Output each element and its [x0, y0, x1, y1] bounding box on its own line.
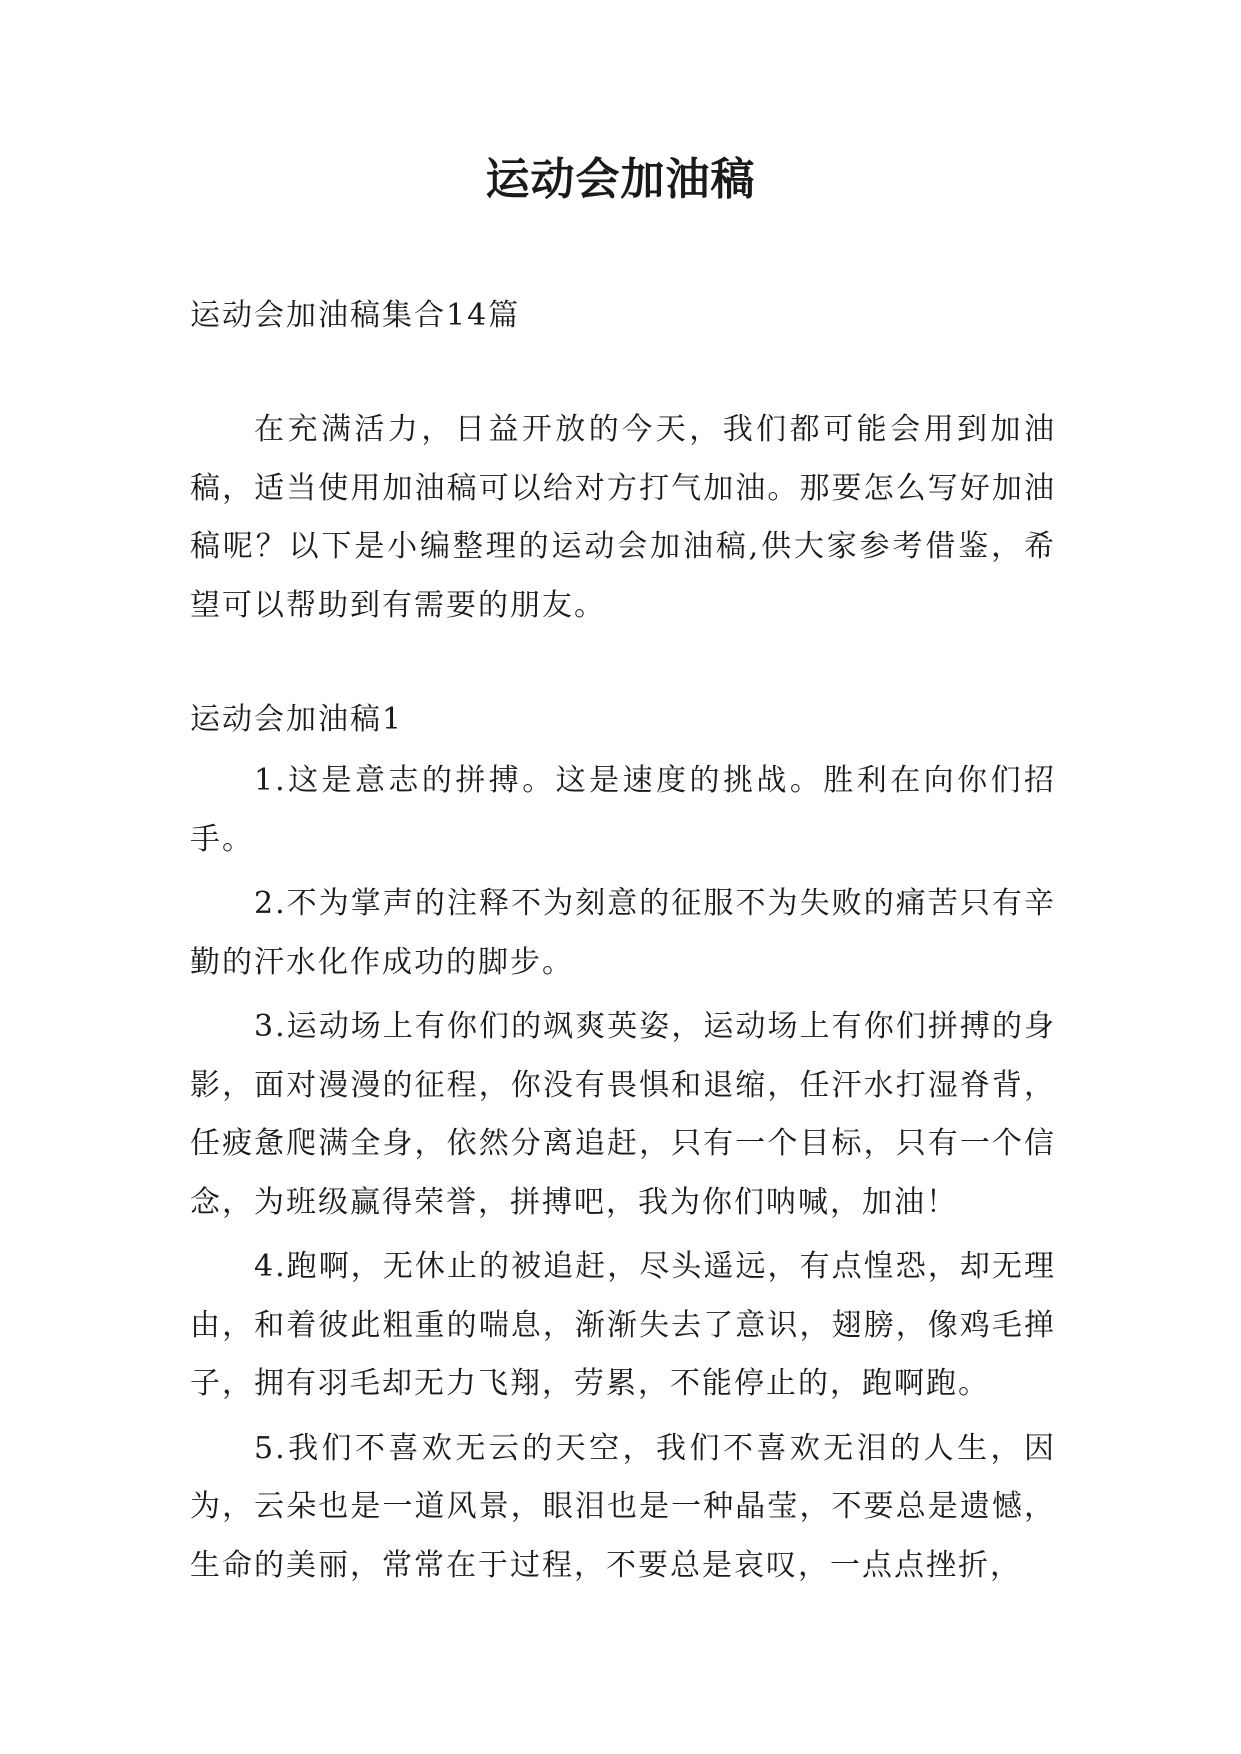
section-heading: 运动会加油稿1 [190, 702, 404, 737]
intro-paragraph: 在充满活力，日益开放的今天，我们都可能会用到加油稿，适当使用加油稿可以给对方打气加油。那要怎么写好加油稿呢？以下是小编整理的运动会加油稿,供大家参考借鉴，希望可以帮助到有需要的朋友。 [190, 412, 1056, 623]
document-subtitle: 运动会加油稿集合14篇 [190, 298, 521, 333]
list-item: 5.我们不喜欢无云的天空，我们不喜欢无泪的人生，因为，云朵也是一道风景，眼泪也是一种晶莹，不要总是遗憾，生命的美丽，常常在于过程，不要总是哀叹，一点点挫折， [190, 1430, 1056, 1583]
document-title: 运动会加油稿 [485, 154, 756, 205]
document-body [190, 290, 1056, 1595]
section-item-list [190, 752, 1056, 1595]
list-item: 3.运动场上有你们的飒爽英姿，运动场上有你们拼搏的身影，面对漫漫的征程，你没有畏惧和退缩，任汗水打湿脊背，任疲惫爬满全身，依然分离追赶，只有一个目标，只有一个信念，为班级赢得荣誉，拼搏吧，我为你们呐喊，加油！ [190, 1009, 1056, 1220]
list-item: 1.这是意志的拼搏。这是速度的挑战。胜利在向你们招手。 [190, 763, 1056, 857]
list-item: 2.不为掌声的注释不为刻意的征服不为失败的痛苦只有辛勤的汗水化作成功的脚步。 [190, 886, 1056, 980]
list-item: 4.跑啊，无休止的被追赶，尽头遥远，有点惶恐，却无理由，和着彼此粗重的喘息，渐渐失去了意识，翅膀，像鸡毛掸子，拥有羽毛却无力飞翔，劳累，不能停止的，跑啊跑。 [190, 1249, 1056, 1401]
